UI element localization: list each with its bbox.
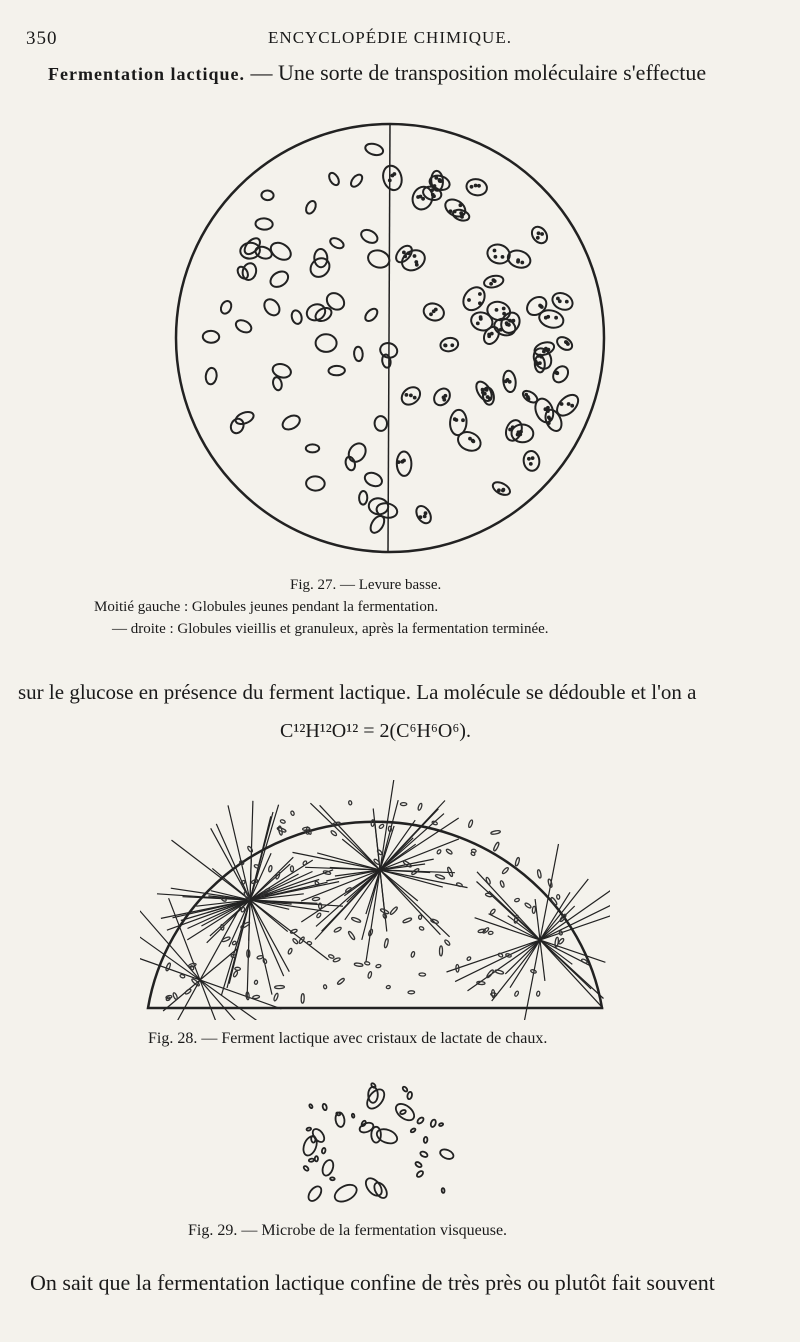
bacterium (491, 830, 501, 835)
page-header (20, 28, 760, 52)
figure-28 (140, 780, 610, 1020)
yeast-cell (203, 330, 220, 343)
granule (410, 395, 412, 397)
bacterium (287, 948, 292, 955)
microbe (364, 1086, 388, 1111)
yeast-cell (413, 503, 433, 526)
bacterium (384, 938, 389, 948)
bacterium (337, 978, 345, 985)
running-title: ENCYCLOPÉDIE CHIMIQUE. (268, 28, 512, 47)
granule (541, 233, 543, 235)
microbe (416, 1170, 424, 1178)
bacterium (500, 880, 505, 887)
yeast-cell (255, 218, 273, 230)
yeast-cell (315, 334, 336, 352)
microbe-illustration (290, 1075, 470, 1205)
granule (537, 237, 539, 239)
yeast-cell (306, 444, 319, 452)
microbe (419, 1151, 428, 1158)
granule (494, 280, 496, 282)
bacterium (532, 906, 536, 913)
yeast-cell (327, 171, 341, 187)
granule (557, 298, 559, 300)
yeast-cell (290, 309, 303, 325)
yeast-cell (529, 224, 550, 246)
granule (468, 299, 470, 301)
granule (415, 261, 417, 263)
granule (532, 457, 534, 459)
yeast-illustration (170, 118, 610, 558)
formula-rhs: 2(C⁶H⁶O⁶). (379, 720, 471, 742)
granule (478, 185, 480, 187)
microbe (400, 1109, 407, 1115)
yeast-cell (469, 310, 495, 334)
bacterium (495, 969, 504, 974)
granule (509, 381, 511, 383)
yeast-cell (374, 416, 387, 432)
granule (417, 196, 419, 198)
bacterium (254, 980, 258, 985)
granule (538, 232, 540, 234)
bacterium (364, 961, 370, 965)
granule (498, 489, 500, 491)
lactic-ferment-illustration (140, 780, 610, 1020)
granule (450, 210, 452, 212)
microbe (410, 1128, 416, 1133)
yeast-cell (398, 246, 428, 274)
microbe (352, 1113, 355, 1117)
yeast-cell (261, 190, 274, 200)
bacterium (307, 941, 312, 945)
yeast-cell (359, 491, 368, 505)
granule (460, 212, 462, 214)
yeast-cell (261, 296, 282, 318)
granule (401, 461, 403, 463)
granule (460, 204, 462, 206)
yeast-cell (234, 410, 255, 427)
yeast-cell (363, 307, 380, 324)
bacterium (466, 956, 471, 961)
granule (519, 434, 521, 436)
granule (482, 389, 484, 391)
microbe (309, 1158, 315, 1162)
bacterium (468, 820, 473, 828)
granule (539, 362, 541, 364)
granule (472, 440, 474, 442)
granule (416, 264, 418, 266)
granule (561, 403, 563, 405)
yeast-cell (521, 389, 539, 405)
granule (469, 438, 471, 440)
granule (513, 320, 515, 322)
bacterium (290, 866, 293, 872)
bacterium (418, 915, 421, 919)
bacterium (292, 938, 298, 945)
microbe (332, 1181, 360, 1205)
yeast-cell (268, 268, 291, 290)
bacterium (290, 929, 298, 934)
granule (422, 198, 424, 200)
crystal-needle (159, 907, 240, 1020)
bacterium (536, 991, 540, 997)
granule (414, 255, 416, 257)
microbe (322, 1103, 327, 1110)
granule (403, 252, 405, 254)
bacterium (502, 867, 510, 875)
granule (539, 305, 541, 307)
bacterium (419, 973, 426, 976)
bacterium (290, 811, 294, 816)
bacterium (490, 908, 496, 914)
figure-27 (170, 118, 610, 558)
microbe (402, 1086, 408, 1092)
granule (566, 301, 568, 303)
granule (525, 394, 527, 396)
granule (543, 351, 545, 353)
microbe (415, 1161, 423, 1168)
microbe (315, 1156, 318, 1161)
granule (530, 463, 532, 465)
granule (406, 394, 408, 396)
granule (480, 316, 482, 318)
granule (494, 250, 496, 252)
section-text: — Une sorte de transposition moléculaire s'effectue (244, 60, 707, 85)
granule (509, 429, 511, 431)
granule (482, 392, 484, 394)
yeast-cell (380, 163, 404, 192)
granule (433, 195, 435, 197)
granule (571, 405, 573, 407)
section-heading: Fermentation lactique. (48, 64, 245, 84)
granule (520, 431, 522, 433)
granule (389, 180, 391, 182)
microbe (330, 1177, 335, 1180)
microbe (441, 1188, 444, 1193)
microbe (303, 1165, 309, 1171)
bacterium (436, 849, 441, 854)
granule (435, 309, 437, 311)
microbe (321, 1159, 336, 1178)
bacterium (389, 906, 398, 915)
figure-29 (290, 1075, 470, 1205)
yeast-cell (459, 283, 489, 314)
formula (280, 720, 471, 743)
granule (548, 349, 550, 351)
formula-lhs: C¹²H¹²O¹² (280, 720, 359, 742)
granule (538, 355, 540, 357)
bacterium (402, 917, 412, 923)
yeast-cell (219, 299, 233, 315)
bacterium (417, 803, 422, 811)
bacterium (235, 967, 241, 970)
granule (471, 186, 473, 188)
microbe (423, 1137, 427, 1143)
granule (479, 293, 481, 295)
microbe (321, 1148, 326, 1154)
microbe (416, 1116, 424, 1124)
yeast-cell (491, 480, 512, 498)
granule (521, 262, 523, 264)
yeast-cell (439, 336, 459, 352)
bacterium (273, 993, 279, 1002)
bacterium (302, 860, 307, 865)
granule (517, 434, 519, 436)
bacterium (556, 894, 559, 899)
microbe (306, 1127, 311, 1131)
granule (420, 516, 422, 518)
bacterium (430, 919, 439, 925)
microbe (375, 1127, 399, 1147)
yeast-cell (229, 417, 246, 436)
granule (392, 175, 394, 177)
bacterium (514, 898, 520, 902)
granule (431, 189, 433, 191)
bacterium (268, 865, 272, 872)
microbe (407, 1091, 413, 1099)
fig27-note-right: — droite : Globules vieillis et granuleux, après la fermentation terminée. (112, 621, 549, 637)
granule (555, 317, 557, 319)
page-number: 350 (26, 28, 58, 49)
microbe (372, 1180, 390, 1200)
granule (567, 343, 569, 345)
granule (495, 256, 497, 258)
yeast-cell (306, 476, 325, 491)
yeast-cell (550, 290, 576, 313)
fig29-label: Fig. 29. — Microbe de la fermentation visqueuse. (188, 1222, 508, 1239)
yeast-cell (465, 177, 488, 197)
bacterium (408, 991, 415, 994)
bacterium (377, 849, 383, 855)
bacterium (485, 877, 491, 885)
bacterium (316, 912, 322, 918)
yeast-cell (268, 239, 294, 263)
granule (559, 300, 561, 302)
bacterium (348, 800, 352, 805)
yeast-cell (364, 142, 384, 157)
microbe (439, 1148, 455, 1161)
bacterium (323, 984, 327, 989)
granule (477, 323, 479, 325)
bacterium (456, 882, 463, 887)
bacterium (558, 938, 565, 945)
bacterium (348, 931, 356, 941)
bacterium (253, 995, 260, 999)
yeast-cell (550, 363, 571, 385)
microbe (430, 1119, 437, 1128)
granule (425, 512, 427, 514)
bacterium (280, 819, 286, 824)
yeast-cell (359, 227, 380, 245)
bacterium (330, 830, 337, 837)
fig28-label: Fig. 28. — Ferment lactique avec cristaux de lactate de chaux. (148, 1030, 548, 1047)
yeast-cell (240, 242, 261, 260)
bacterium (486, 969, 494, 978)
formula-op: = (358, 720, 380, 742)
granule (456, 419, 458, 421)
fig27-note-left: Moitié gauche : Globules jeunes pendant la fermentation. (94, 599, 439, 615)
granule (475, 185, 477, 187)
granule (527, 396, 529, 398)
granule (517, 259, 519, 261)
bacterium (345, 887, 352, 893)
bacterium (488, 931, 493, 934)
bacterium (447, 867, 454, 877)
bacterium (432, 821, 438, 826)
granule (414, 397, 416, 399)
granule (507, 379, 509, 381)
bacterium (184, 988, 191, 994)
yeast-cell (354, 346, 364, 361)
bacterium (515, 857, 520, 866)
crystal-needle (477, 882, 604, 999)
bacterium (247, 846, 253, 853)
granule (503, 313, 505, 315)
yeast-cell (455, 429, 484, 455)
granule (424, 516, 426, 518)
section-heading-line (48, 60, 758, 86)
granule (444, 344, 446, 346)
bacterium (275, 985, 285, 988)
bacterium (351, 917, 361, 923)
bacterium (400, 803, 406, 806)
bacterium (524, 902, 531, 909)
bacterium (354, 963, 363, 967)
granule (462, 419, 464, 421)
bacterium (301, 994, 304, 1004)
bacterium (386, 985, 391, 989)
bacterium (334, 926, 342, 932)
yeast-cell (555, 334, 575, 352)
granule (568, 403, 570, 405)
bacterium (419, 926, 424, 931)
granule (528, 458, 530, 460)
microbe (301, 1134, 319, 1157)
bacterium (172, 992, 178, 1000)
granule (486, 389, 488, 391)
microbe (306, 1184, 324, 1203)
bacterium (514, 991, 519, 997)
granule (547, 410, 549, 412)
bacterium (319, 903, 322, 909)
granule (547, 407, 549, 409)
yeast-cell (324, 290, 348, 313)
bacterium (376, 964, 382, 968)
bacterium (439, 946, 442, 956)
bacterium (312, 897, 320, 901)
yeast-cell (304, 199, 318, 215)
paragraph-1: sur le glucose en présence du ferment lactique. La molécule se dédouble et l'on a (18, 680, 697, 704)
granule (461, 216, 463, 218)
granule (435, 177, 437, 179)
bacterium (257, 955, 264, 959)
yeast-cell (272, 376, 283, 391)
granule (500, 329, 502, 331)
granule (502, 490, 504, 492)
fig27-label: Fig. 27. — Levure basse. (290, 577, 442, 593)
bacterium (411, 951, 416, 957)
yeast-cell (523, 450, 541, 472)
granule (451, 344, 453, 346)
bacterium (328, 954, 334, 959)
granule (398, 461, 400, 463)
granule (440, 180, 442, 182)
yeast-cell (329, 236, 346, 250)
bacterium (367, 971, 372, 978)
bacterium (446, 848, 453, 854)
microbe (336, 1112, 341, 1116)
yeast-cell (349, 173, 365, 189)
granule (496, 309, 498, 311)
bacterium (233, 971, 239, 978)
yeast-cell (328, 366, 345, 376)
yeast-cell (524, 293, 550, 319)
microbe (309, 1104, 313, 1109)
bacterium (262, 958, 267, 964)
yeast-cell (366, 248, 392, 270)
bacterium (444, 939, 451, 946)
granule (541, 356, 543, 358)
granule (506, 322, 508, 324)
granule (491, 333, 493, 335)
yeast-cell (280, 413, 302, 433)
yeast-cell (205, 367, 218, 385)
yeast-cell (537, 308, 565, 331)
granule (488, 335, 490, 337)
granule (503, 308, 505, 310)
paragraph-2: On sait que la fermentation lactique confine de très près ou plutôt fait souvent (30, 1270, 715, 1295)
granule (556, 372, 558, 374)
granule (502, 256, 504, 258)
bacterium (379, 824, 385, 829)
yeast-cell (363, 470, 384, 488)
granule (545, 317, 547, 319)
bacterium (221, 936, 230, 942)
granule (490, 283, 492, 285)
granule (430, 313, 432, 315)
granule (479, 302, 481, 304)
bacterium (493, 842, 500, 852)
bacterium (435, 874, 445, 880)
granule (545, 408, 547, 410)
yeast-cell (234, 318, 254, 335)
bacterium (537, 869, 542, 878)
microbe (439, 1123, 444, 1127)
yeast-cell (345, 440, 369, 465)
granule (443, 399, 445, 401)
yeast-cell (449, 409, 467, 435)
